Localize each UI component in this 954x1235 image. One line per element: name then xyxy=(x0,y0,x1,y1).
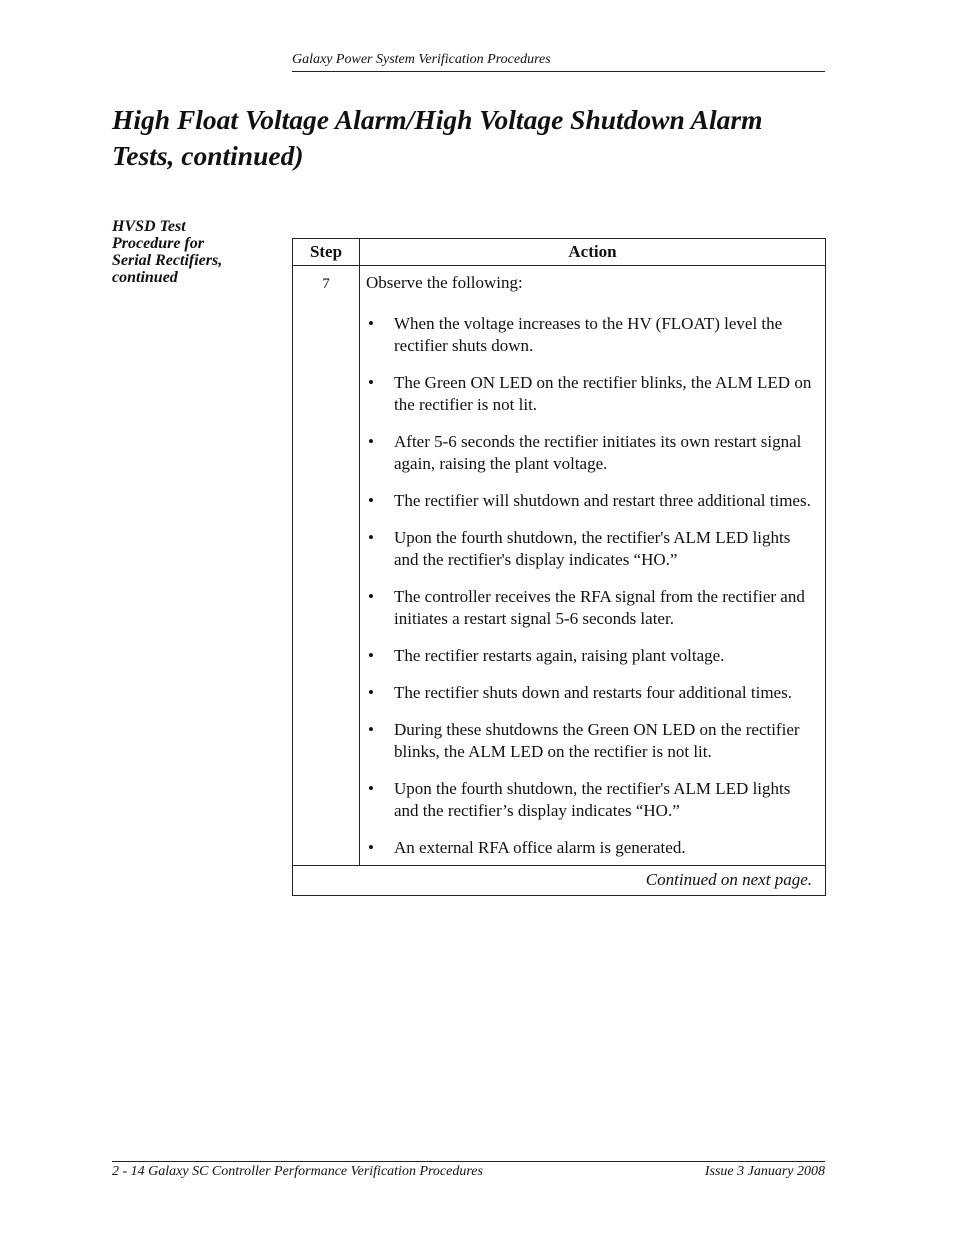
side-heading xyxy=(112,218,282,286)
footer-issue: Issue 3 January 2008 xyxy=(704,1164,825,1179)
bullet-icon: • xyxy=(368,491,374,510)
table-row xyxy=(293,266,826,866)
action-column-header: Action xyxy=(360,239,826,266)
list-item xyxy=(366,837,817,859)
table-header-row xyxy=(293,239,826,266)
list-item-text: The rectifier will shutdown and restart three additional times. xyxy=(394,491,811,510)
bullet-icon: • xyxy=(368,314,374,333)
section-title-line-2: Tests, continued) xyxy=(112,140,304,171)
page-footer xyxy=(112,1161,825,1180)
continued-row xyxy=(293,866,826,896)
list-item-text: The controller receives the RFA signal from the rectifier and initiates a restart signal 5-6 seconds later. xyxy=(394,587,805,628)
list-item-text: During these shutdowns the Green ON LED on the rectifier blinks, the ALM LED on the rectifier is not lit. xyxy=(394,720,800,761)
bullet-icon: • xyxy=(368,373,374,392)
procedure-table xyxy=(292,238,826,896)
bullet-icon: • xyxy=(368,838,374,857)
bullet-icon: • xyxy=(368,720,374,739)
running-header: Galaxy Power System Verification Procedures xyxy=(292,52,825,72)
bullet-icon: • xyxy=(368,683,374,702)
list-item xyxy=(366,527,817,571)
list-item xyxy=(366,490,817,512)
bullet-icon: • xyxy=(368,779,374,798)
bullet-icon: • xyxy=(368,528,374,547)
list-item-text: Upon the fourth shutdown, the rectifier's ALM LED lights and the rectifier's display indicates “HO.” xyxy=(394,528,791,569)
step-column-header: Step xyxy=(293,239,360,266)
footer-page-info: 2 - 14 Galaxy SC Controller Performance Verification Procedures xyxy=(112,1164,483,1179)
list-item-text: When the voltage increases to the HV (FLOAT) level the rectifier shuts down. xyxy=(394,314,783,355)
action-intro: Observe the following: xyxy=(366,273,523,292)
bullet-icon: • xyxy=(368,646,374,665)
list-item xyxy=(366,719,817,763)
observation-list xyxy=(366,313,817,859)
list-item xyxy=(366,682,817,704)
list-item-text: The rectifier restarts again, raising plant voltage. xyxy=(394,646,725,665)
side-heading-line: continued xyxy=(112,269,178,286)
step-number: 7 xyxy=(293,266,360,866)
list-item-text: Upon the fourth shutdown, the rectifier's ALM LED lights and the rectifier’s display indicates “HO.” xyxy=(394,779,791,820)
list-item-text: An external RFA office alarm is generated. xyxy=(394,838,686,857)
list-item-text: The rectifier shuts down and restarts four additional times. xyxy=(394,683,792,702)
list-item xyxy=(366,313,817,357)
section-title-line-1: High Float Voltage Alarm/High Voltage Shutdown Alarm xyxy=(112,104,763,135)
list-item xyxy=(366,372,817,416)
bullet-icon: • xyxy=(368,432,374,451)
side-heading-line: HVSD Test xyxy=(112,218,186,235)
continued-note: Continued on next page. xyxy=(293,866,826,896)
list-item-text: The Green ON LED on the rectifier blinks, the ALM LED on the rectifier is not lit. xyxy=(394,373,812,414)
list-item-text: After 5-6 seconds the rectifier initiates its own restart signal again, raising the plant voltage. xyxy=(394,432,802,473)
bullet-icon: • xyxy=(368,587,374,606)
list-item xyxy=(366,431,817,475)
list-item xyxy=(366,778,817,822)
list-item xyxy=(366,586,817,630)
action-cell xyxy=(360,266,826,866)
side-heading-line: Serial Rectifiers, xyxy=(112,252,223,269)
side-heading-line: Procedure for xyxy=(112,235,204,252)
section-title xyxy=(112,102,832,174)
list-item xyxy=(366,645,817,667)
